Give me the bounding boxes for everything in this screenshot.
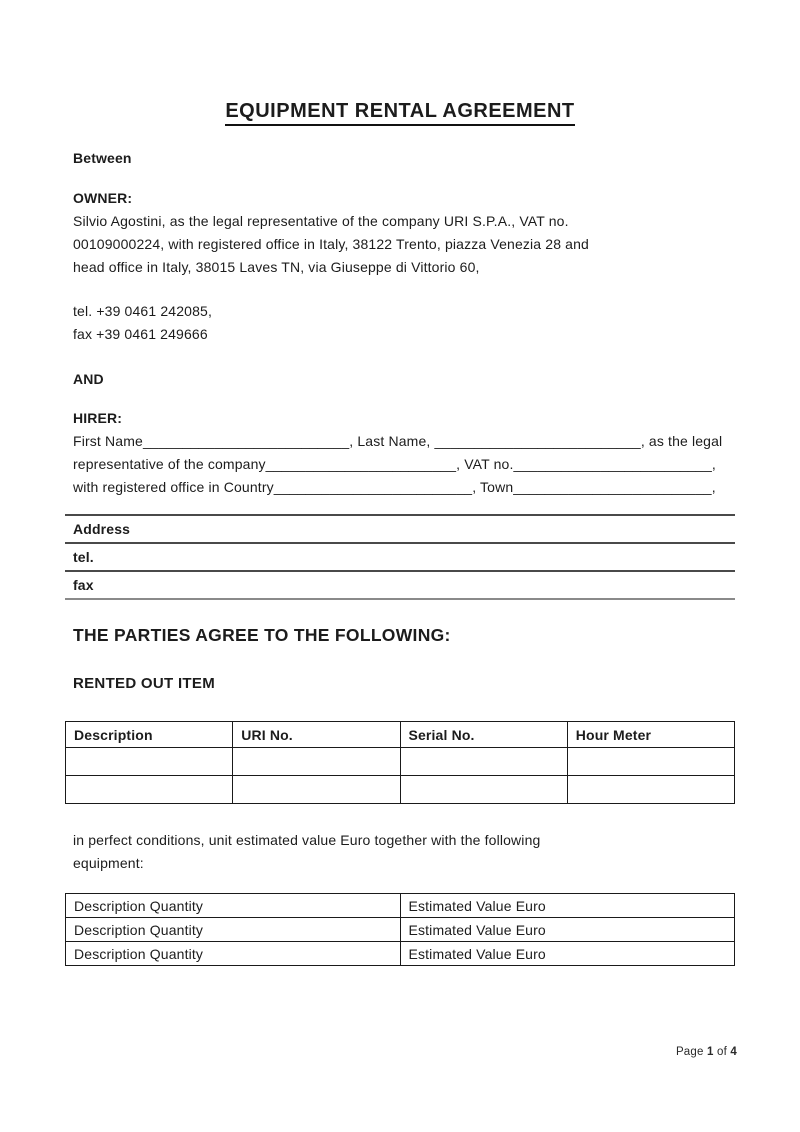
rented-table-empty-cell[interactable]	[567, 776, 734, 804]
page-footer	[676, 1046, 737, 1058]
owner-label: OWNER:	[73, 190, 133, 206]
rented-table-header-description: Description	[66, 722, 233, 748]
equipment-intro-paragraph	[65, 829, 735, 875]
equipment-table	[65, 893, 735, 966]
equipment-intro-line: equipment:	[73, 855, 144, 871]
contact-row-address[interactable]: Address	[65, 515, 735, 543]
between-label: Between	[73, 150, 132, 166]
rented-item-table	[65, 721, 735, 804]
rented-table-empty-cell[interactable]	[66, 748, 233, 776]
page-number: 1	[707, 1046, 714, 1058]
owner-paragraph-line: head office in Italy, 38015 Laves TN, via Giuseppe di Vittorio 60,	[73, 259, 480, 275]
rented-table-empty-cell[interactable]	[400, 776, 567, 804]
rented-out-item-heading: RENTED OUT ITEM	[73, 675, 215, 692]
of-label: of	[713, 1046, 731, 1058]
table-row	[66, 942, 735, 966]
table-row	[65, 515, 735, 543]
equipment-description-quantity-cell[interactable]: Description Quantity	[66, 918, 401, 942]
owner-paragraph-line: Silvio Agostini, as the legal representative of the company URI S.P.A., VAT no.	[73, 213, 569, 229]
hirer-fill-in-line: with registered office in Country_________________________, Town_________________________,	[73, 479, 716, 495]
equipment-estimated-value-cell[interactable]: Estimated Value Euro	[400, 894, 735, 918]
rented-table-header-uri-no: URI No.	[233, 722, 400, 748]
hirer-label: HIRER:	[73, 410, 123, 426]
hirer-fill-in-line: representative of the company________________________, VAT no._________________________,	[73, 456, 716, 472]
table-row	[66, 748, 735, 776]
document-content	[65, 0, 735, 966]
rented-table-empty-cell[interactable]	[567, 748, 734, 776]
rented-table-empty-cell[interactable]	[400, 748, 567, 776]
table-row	[66, 918, 735, 942]
equipment-description-quantity-cell[interactable]: Description Quantity	[66, 942, 401, 966]
total-pages: 4	[730, 1046, 737, 1058]
owner-paragraph	[65, 210, 735, 279]
page-label: Page	[675, 1046, 707, 1058]
table-header-row	[66, 722, 735, 748]
equipment-estimated-value-cell[interactable]: Estimated Value Euro	[400, 918, 735, 942]
hirer-paragraph	[65, 430, 735, 499]
hirer-contact-table	[65, 514, 735, 600]
table-row	[66, 894, 735, 918]
equipment-intro-line: in perfect conditions, unit estimated value Euro together with the following	[73, 832, 541, 848]
contact-row-fax[interactable]: fax	[65, 571, 735, 599]
table-row	[66, 776, 735, 804]
equipment-description-quantity-cell[interactable]: Description Quantity	[66, 894, 401, 918]
table-row	[65, 571, 735, 599]
owner-fax: fax +39 0461 249666	[73, 326, 208, 342]
rented-table-empty-cell[interactable]	[233, 748, 400, 776]
hirer-fill-in-line: First Name__________________________, Last Name, __________________________, as the legal	[73, 433, 723, 449]
rented-table-empty-cell[interactable]	[233, 776, 400, 804]
owner-paragraph-line: 00109000224, with registered office in Italy, 38122 Trento, piazza Venezia 28 and	[73, 236, 589, 252]
equipment-estimated-value-cell[interactable]: Estimated Value Euro	[400, 942, 735, 966]
document-title	[65, 100, 735, 123]
contact-row-tel[interactable]: tel.	[65, 543, 735, 571]
document-title-text: EQUIPMENT RENTAL AGREEMENT	[225, 100, 574, 126]
agreement-heading: THE PARTIES AGREE TO THE FOLLOWING:	[73, 625, 451, 645]
rented-table-header-serial-no: Serial No.	[400, 722, 567, 748]
and-label: AND	[73, 371, 104, 387]
owner-tel: tel. +39 0461 242085,	[73, 303, 212, 319]
rented-table-empty-cell[interactable]	[66, 776, 233, 804]
rented-table-header-hour-meter: Hour Meter	[567, 722, 734, 748]
table-row	[65, 543, 735, 571]
